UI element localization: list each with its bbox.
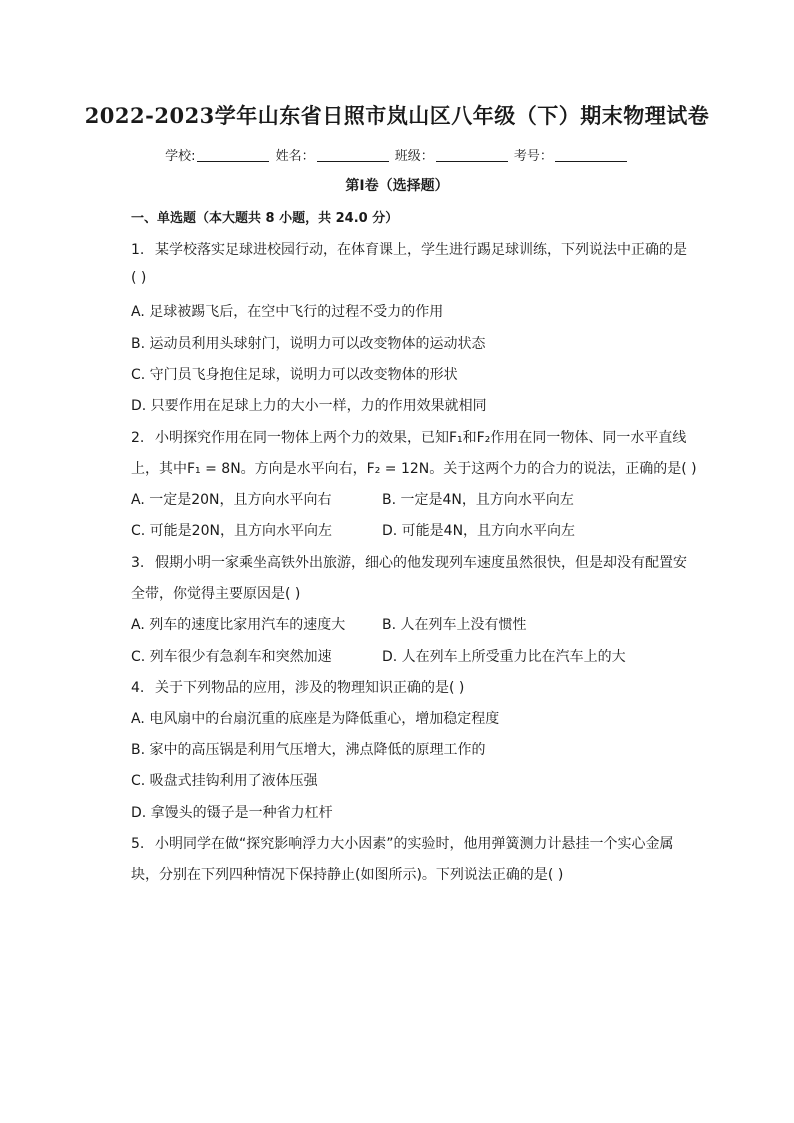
student-info-line	[0, 145, 794, 164]
class-blank[interactable]	[436, 147, 508, 162]
question-2-option-c: C. 可能是20N，且方向水平向左	[131, 523, 332, 539]
school-blank[interactable]	[197, 147, 269, 162]
school-label: 学校:	[165, 149, 196, 164]
question-4-option-c: C. 吸盘式挂钩利用了液体压强	[131, 773, 318, 789]
exam-number-blank[interactable]	[555, 147, 627, 162]
class-label: 班级：	[394, 149, 434, 164]
question-2-option-a: A. 一定是20N，且方向水平向右	[131, 492, 332, 508]
question-3-option-b: B. 人在列车上没有惯性	[382, 617, 527, 633]
question-2-number: 2.	[131, 430, 145, 446]
question-5-stem-line-1: 5. 小明同学在做“探究影响浮力大小因素”的实验时，他用弹簧测力计悬挂一个实心金属	[131, 836, 674, 852]
question-5-stem-line-2: 块，分别在下列四种情况下保持静止(如图所示)。下列说法正确的是( )	[131, 867, 564, 883]
question-4-option-a: A. 电风扇中的台扇沉重的底座是为降低重心，增加稳定程度	[131, 711, 500, 727]
question-3-option-c: C. 列车很少有急刹车和突然加速	[131, 649, 332, 665]
question-2-option-b: B. 一定是4N，且方向水平向左	[382, 492, 574, 508]
question-1-number: 1.	[131, 242, 145, 258]
name-blank[interactable]	[317, 147, 389, 162]
exam-number-label: 考号：	[513, 149, 553, 164]
part-title: 一、单选题（本大题共 8 小题，共 24.0 分）	[131, 211, 399, 226]
question-3-option-a: A. 列车的速度比家用汽车的速度大	[131, 617, 346, 633]
question-2-stem-line-2: 上，其中F₁ = 8N。方向是水平向右，F₂ = 12N。关于这两个力的合力的说法，正确的是( )	[131, 461, 697, 477]
question-2-stem-line-1: 2. 小明探究作用在同一物体上两个力的效果，已知F₁和F₂作用在同一物体、同一水平直线	[131, 430, 687, 446]
question-4-option-b: B. 家中的高压锅是利用气压增大，沸点降低的原理工作的	[131, 742, 486, 758]
question-2-option-d: D. 可能是4N，且方向水平向左	[382, 523, 576, 539]
section-title: 第Ⅰ卷（选择题）	[345, 178, 449, 194]
question-4-number: 4.	[131, 680, 145, 696]
question-4-stem: 4. 关于下列物品的应用，涉及的物理知识正确的是( )	[131, 680, 465, 696]
question-1-option-c: C. 守门员飞身抱住足球，说明力可以改变物体的形状	[131, 367, 458, 383]
question-3-number: 3.	[131, 555, 145, 571]
exam-title: 2022-2023学年山东省日照市岚山区八年级（下）期末物理试卷	[84, 103, 710, 128]
question-5-number: 5.	[131, 836, 145, 852]
question-3-stem-line-1: 3. 假期小明一家乘坐高铁外出旅游，细心的他发现列车速度虽然很快，但是却没有配置安	[131, 555, 687, 571]
question-3-option-d: D. 人在列车上所受重力比在汽车上的大	[382, 649, 626, 665]
name-label: 姓名：	[275, 149, 315, 164]
question-1-option-d: D. 只要作用在足球上力的大小一样，力的作用效果就相同	[131, 398, 487, 414]
question-1-stem-line-2: ( )	[131, 270, 147, 286]
question-1-option-a: A. 足球被踢飞后，在空中飞行的过程不受力的作用	[131, 304, 444, 320]
question-1-option-b: B. 运动员利用头球射门，说明力可以改变物体的运动状态	[131, 336, 486, 352]
question-1-stem-line-1: 1. 某学校落实足球进校园行动，在体育课上，学生进行踢足球训练，下列说法中正确的是	[131, 242, 687, 258]
question-4-option-d: D. 拿馒头的镊子是一种省力杠杆	[131, 805, 333, 821]
question-3-stem-line-2: 全带，你觉得主要原因是( )	[131, 586, 301, 602]
